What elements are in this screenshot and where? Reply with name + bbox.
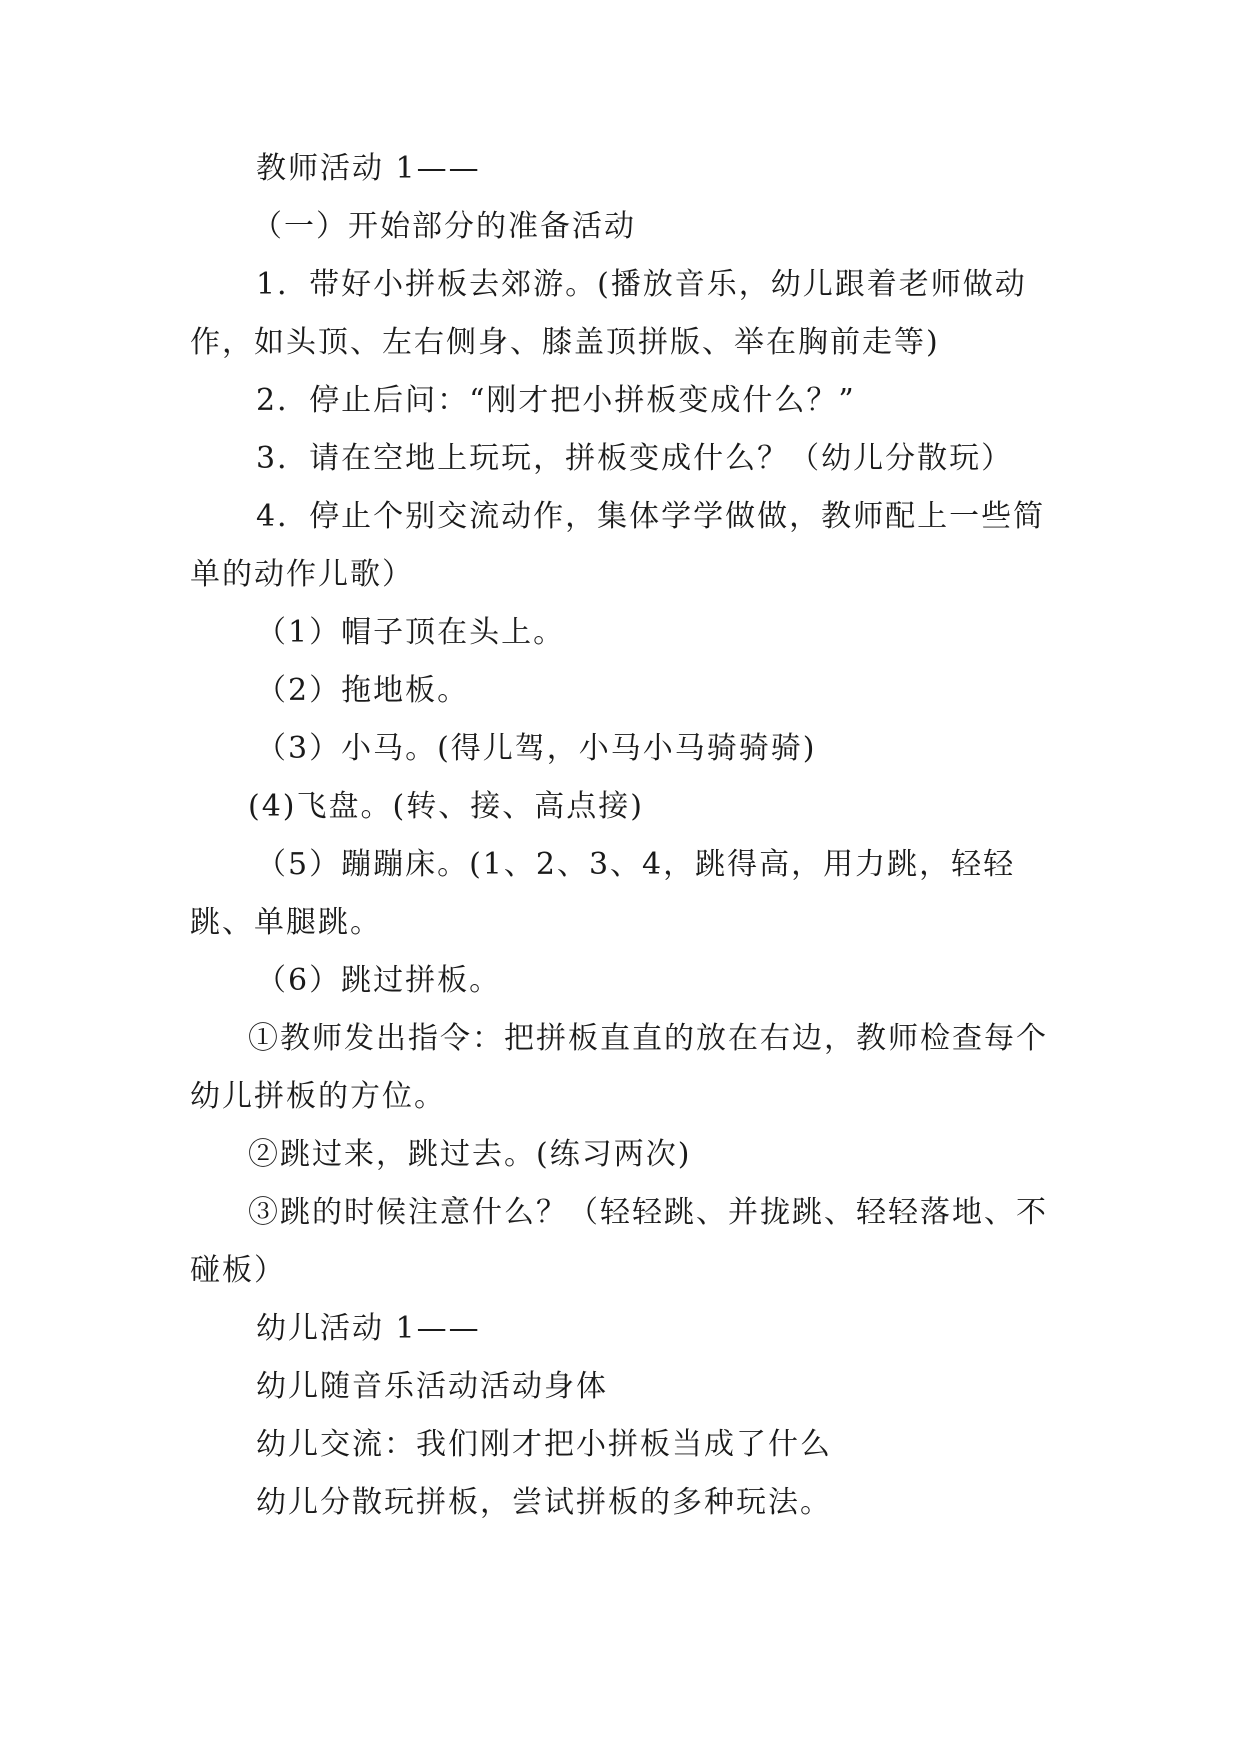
step-3-paragraph: 3．请在空地上玩玩，拼板变成什么？（幼儿分散玩）	[256, 441, 1014, 476]
step-2-paragraph: 2．停止后问：“刚才把小拼板变成什么？”	[256, 383, 856, 418]
heading-child-activity: 幼儿活动 1——	[256, 1311, 481, 1346]
substep-4: (4)飞盘。(转、接、高点接)	[248, 789, 644, 824]
circled-item-3: ③跳的时候注意什么？（轻轻跳、并拢跳、轻轻落地、不碰板）	[190, 1195, 1048, 1288]
substep-6: （6）跳过拼板。	[256, 963, 502, 998]
circled-item-1: ①教师发出指令：把拼板直直的放在右边，教师检查每个幼儿拼板的方位。	[190, 1021, 1048, 1114]
child-activity-line-3: 幼儿分散玩拼板，尝试拼板的多种玩法。	[256, 1485, 832, 1520]
child-activity-line-2: 幼儿交流：我们刚才把小拼板当成了什么	[256, 1427, 832, 1462]
step-1-paragraph: 1．带好小拼板去郊游。(播放音乐，幼儿跟着老师做动作，如头顶、左右侧身、膝盖顶拼版、举在胸前走等)	[190, 267, 1027, 360]
substep-2: （2）拖地板。	[256, 673, 470, 708]
section-heading-opening: （一）开始部分的准备活动	[252, 209, 636, 244]
step-4-paragraph: 4．停止个别交流动作，集体学学做做，教师配上一些简单的动作儿歌）	[190, 499, 1046, 592]
substep-5: （5）蹦蹦床。(1、2、3、4，跳得高，用力跳，轻轻跳、单腿跳。	[190, 847, 1016, 940]
child-activity-line-1: 幼儿随音乐活动活动身体	[256, 1369, 608, 1404]
substep-1: （1）帽子顶在头上。	[256, 615, 566, 650]
substep-3: （3）小马。(得儿驾，小马小马骑骑骑)	[256, 731, 817, 766]
heading-teacher-activity: 教师活动 1——	[256, 151, 481, 186]
circled-item-2: ②跳过来，跳过去。(练习两次)	[248, 1137, 692, 1172]
